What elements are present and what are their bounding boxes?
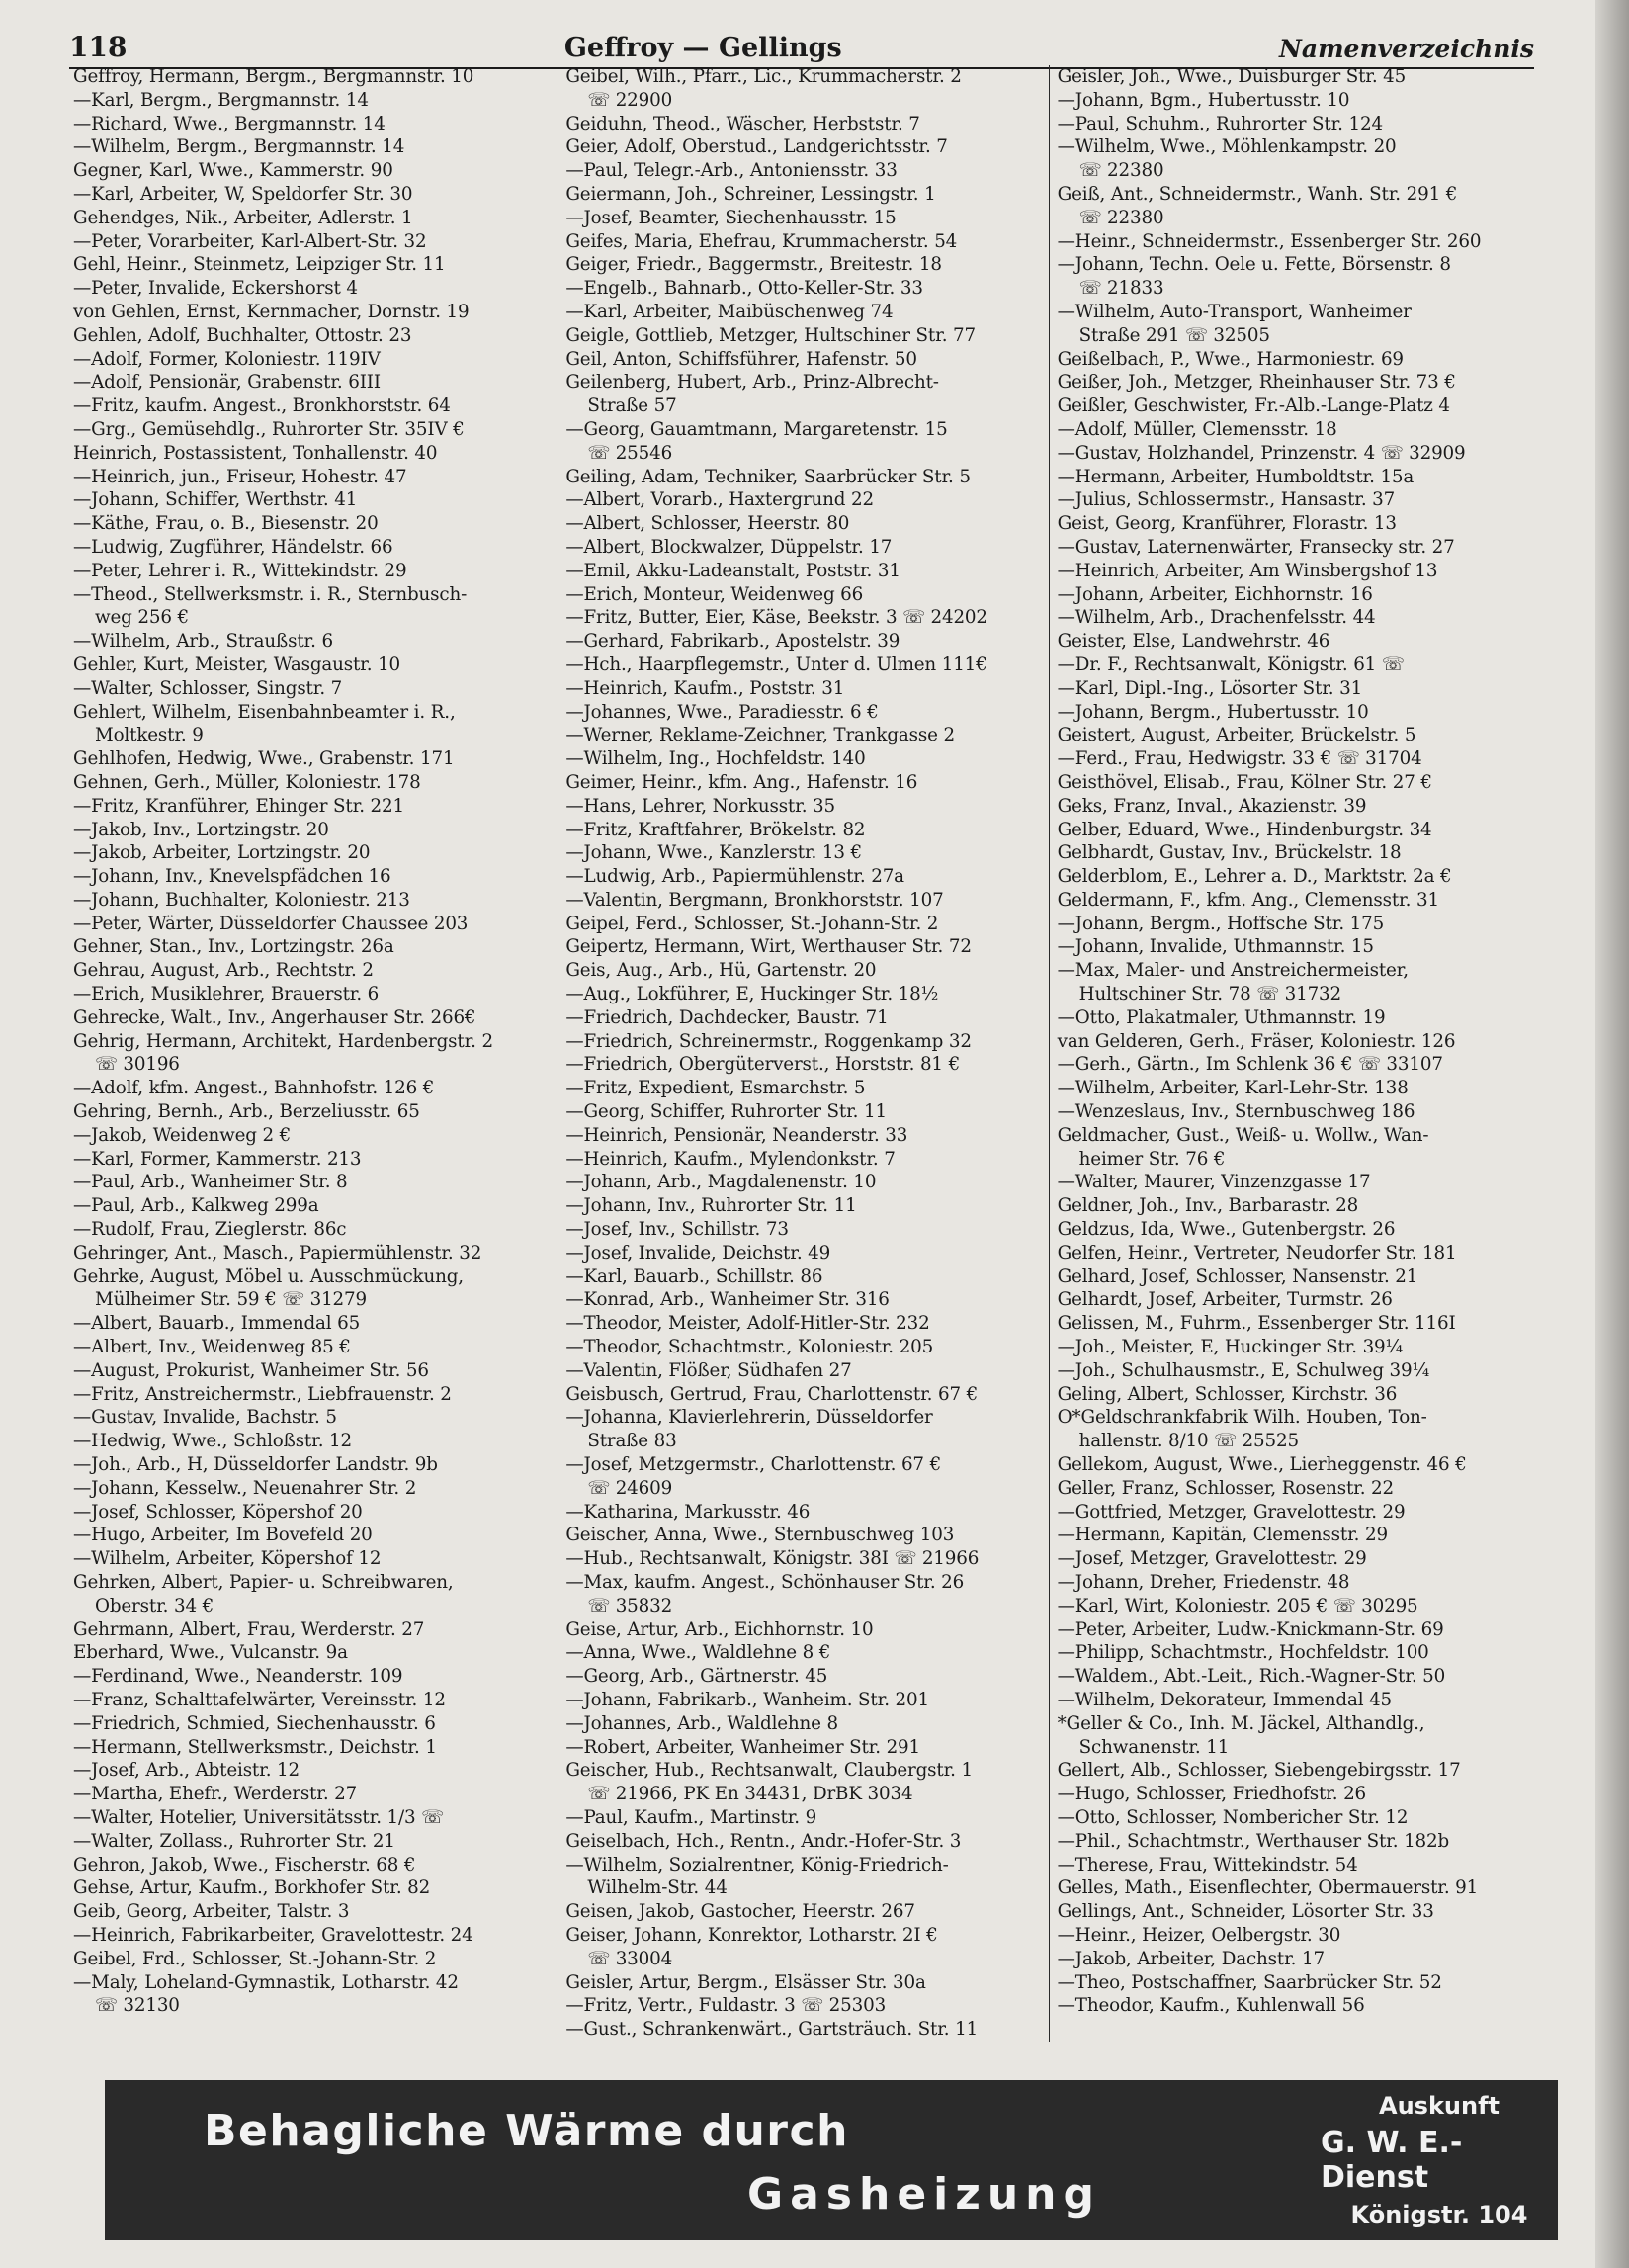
directory-entry: —Johann, Bergm., Hoffsche Str. 175 [1057,913,1385,934]
directory-entry: —Albert, Schlosser, Heerstr. 80 [565,513,850,535]
directory-entry: —Heinrich, Kaufm., Mylendonkstr. 7 [565,1148,896,1170]
directory-entry: Geling, Albert, Schlosser, Kirchstr. 36 [1057,1383,1398,1405]
directory-entry: —Wilhelm, Sozialrentner, König-Friedrich- [565,1854,949,1875]
directory-entry: Oberstr. 34 € [95,1595,214,1616]
directory-entry: —Josef, Schlosser, Köpershof 20 [73,1501,363,1523]
directory-entry: —Ludwig, Zugführer, Händelstr. 66 [73,536,393,558]
directory-entry: —Konrad, Arb., Wanheimer Str. 316 [565,1289,890,1311]
directory-entry: O*Geldschrankfabrik Wilh. Houben, Ton- [1057,1407,1427,1429]
directory-entry: Gegner, Karl, Wwe., Kammerstr. 90 [73,160,393,182]
directory-entry: —Joh., Meister, E, Huckinger Str. 39¼ [1057,1337,1404,1358]
directory-entry: —Hermann, Stellwerksmstr., Deichstr. 1 [73,1736,437,1758]
directory-entry: Straße 291 ☏ 32505 [1078,324,1270,346]
directory-entry: —August, Prokurist, Wanheimer Str. 56 [73,1359,429,1381]
directory-entry: —Karl, Arbeiter, Maibüschenweg 74 [565,301,894,322]
directory-entry: —Johanna, Klavierlehrerin, Düsseldorfer [565,1407,933,1429]
directory-entry: —Otto, Schlosser, Nombericher Str. 12 [1057,1806,1409,1828]
directory-entry: —Friedrich, Schreinermstr., Roggenkamp 32 [565,1030,972,1052]
directory-entry: —Katharina, Markusstr. 46 [565,1501,811,1523]
directory-entry: —Johann, Bergm., Hubertusstr. 10 [1057,701,1369,723]
directory-entry: —Peter, Arbeiter, Ludw.-Knickmann-Str. 69 [1057,1618,1444,1640]
directory-entry: Gelhardt, Josef, Arbeiter, Turmstr. 26 [1057,1289,1393,1311]
directory-entry: van Gelderen, Gerh., Fräser, Koloniestr. 126 [1057,1030,1456,1052]
directory-entry: Geis, Aug., Arb., Hü, Gartenstr. 20 [565,960,877,982]
directory-entry: —Julius, Schlossermstr., Hansastr. 37 [1057,489,1396,511]
directory-entry: —Richard, Wwe., Bergmannstr. 14 [73,113,386,134]
ad-service-name: G. W. E.-Dienst [1321,2126,1463,2195]
directory-entry: Geiduhn, Theod., Wäscher, Herbststr. 7 [565,113,920,134]
directory-entry: Geiling, Adam, Techniker, Saarbrücker Str. 5 [565,466,971,487]
directory-entry: Geisler, Artur, Bergm., Elsässer Str. 30a [565,1971,926,1993]
directory-entry: —Georg, Gauamtmann, Margaretenstr. 15 [565,418,948,440]
directory-entry: Geischer, Hub., Rechtsanwalt, Claubergstr. 1 [565,1760,973,1782]
directory-entry: —Paul, Arb., Wanheimer Str. 8 [73,1172,348,1193]
name-range: Geffroy — Gellings [563,33,842,63]
directory-entry: Gelissen, M., Fuhrm., Essenberger Str. 116I [1057,1313,1456,1335]
directory-entry: —Heinrich, Kaufm., Poststr. 31 [565,677,845,699]
directory-entry: von Gehlen, Ernst, Kernmacher, Dornstr. 19 [73,301,470,322]
directory-entry: Gelhard, Josef, Schlosser, Nansenstr. 21 [1057,1265,1418,1287]
directory-entry: Geibel, Frd., Schlosser, St.-Johann-Str. 2 [73,1948,437,1969]
page-header [69,20,1534,69]
directory-entry: —Peter, Wärter, Düsseldorfer Chaussee 203 [73,913,469,934]
directory-entry: —Otto, Plakatmaler, Uthmannstr. 19 [1057,1006,1386,1028]
directory-entry: ☏ 33004 [587,1948,673,1969]
directory-entry: —Martha, Ehefr., Werderstr. 27 [73,1784,358,1805]
directory-entry: —Johann, Bgm., Hubertusstr. 10 [1057,89,1350,111]
directory-entry: —Ferd., Frau, Hedwigstr. 33 € ☏ 31704 [1057,748,1422,770]
directory-entry: Gehrmann, Albert, Frau, Werderstr. 27 [73,1618,425,1640]
directory-entry: —Walter, Hotelier, Universitätsstr. 1/3 ☏ [73,1806,444,1828]
directory-entry: Gehring, Bernh., Arb., Berzeliusstr. 65 [73,1101,420,1123]
directory-entry: Geldner, Joh., Inv., Barbarastr. 28 [1057,1195,1359,1217]
directory-entry: —Hans, Lehrer, Norkusstr. 35 [565,795,835,817]
directory-entry: —Hermann, Kapitän, Clemensstr. 29 [1057,1525,1388,1546]
directory-entry: —Friedrich, Schmied, Siechenhausstr. 6 [73,1712,436,1734]
directory-entry: weg 256 € [95,607,189,629]
directory-entry: —Heinrich, Fabrikarbeiter, Gravelottestr. 24 [73,1924,473,1946]
directory-entry: —Johannes, Arb., Waldlehne 8 [565,1712,838,1734]
directory-entry: —Valentin, Flößer, Südhafen 27 [565,1359,852,1381]
directory-entry: —Dr. F., Rechtsanwalt, Königstr. 61 ☏ [1057,654,1405,675]
directory-entry: —Georg, Schiffer, Ruhrorter Str. 11 [565,1101,887,1123]
directory-entry: Geißelbach, P., Wwe., Harmoniestr. 69 [1057,348,1404,370]
directory-entry: —Heinr., Schneidermstr., Essenberger Str. 260 [1057,230,1482,252]
directory-entry: —Emil, Akku-Ladeanstalt, Poststr. 31 [565,560,900,581]
directory-entry: heimer Str. 76 € [1078,1148,1226,1170]
directory-entry: Geisler, Joh., Wwe., Duisburger Str. 45 [1057,66,1407,87]
directory-entry: Gellekom, August, Wwe., Lierheggenstr. 46 € [1057,1454,1467,1476]
directory-entry: —Friedrich, Obergüterverst., Horststr. 81 € [565,1054,961,1076]
directory-entry: —Franz, Schalttafelwärter, Vereinsstr. 12 [73,1689,446,1710]
directory-entry: —Anna, Wwe., Waldlehne 8 € [565,1642,831,1664]
directory-entry: Gehlhofen, Hedwig, Wwe., Grabenstr. 171 [73,748,455,770]
directory-entry: Geks, Franz, Inval., Akazienstr. 39 [1057,795,1367,817]
directory-entry: —Albert, Blockwalzer, Düppelstr. 17 [565,536,893,558]
directory-entry: —Hedwig, Wwe., Schloßstr. 12 [73,1431,352,1452]
directory-entry: —Josef, Metzger, Gravelottestr. 29 [1057,1548,1367,1570]
directory-entry: —Adolf, Pensionär, Grabenstr. 6III [73,372,381,393]
directory-entry: —Johann, Kesselw., Neuenahrer Str. 2 [73,1477,417,1499]
directory-entry: —Heinr., Heizer, Oelbergstr. 30 [1057,1924,1341,1946]
directory-entry: —Wilhelm, Arb., Drachenfelsstr. 44 [1057,607,1376,629]
ad-contact [1321,2080,1558,2240]
directory-entry: Gehrke, August, Möbel u. Ausschmückung, [73,1265,464,1287]
directory-entry: —Grg., Gemüsehdlg., Ruhrorter Str. 35IV € [73,418,465,440]
directory-entry: —Erich, Musiklehrer, Brauerstr. 6 [73,984,380,1005]
directory-entry: —Gustav, Invalide, Bachstr. 5 [73,1407,337,1429]
directory-entry: Gehl, Heinr., Steinmetz, Leipziger Str. 11 [73,254,446,276]
directory-entry: —Walter, Zollass., Ruhrorter Str. 21 [73,1830,395,1852]
directory-entry: —Aug., Lokführer, E, Huckinger Str. 18½ [565,984,939,1005]
directory-entry: —Heinrich, Arbeiter, Am Winsbergshof 13 [1057,560,1438,581]
directory-entry: —Paul, Schuhm., Ruhrorter Str. 124 [1057,113,1383,134]
directory-entry: —Johann, Wwe., Kanzlerstr. 13 € [565,842,862,864]
directory-entry: Geißer, Joh., Metzger, Rheinhauser Str. 73 € [1057,372,1456,393]
directory-entry: —Fritz, Expedient, Esmarchstr. 5 [565,1078,866,1099]
directory-entry: Geißler, Geschwister, Fr.-Alb.-Lange-Platz 4 [1057,395,1450,417]
directory-entry: —Hugo, Arbeiter, Im Bovefeld 20 [73,1525,373,1546]
directory-entry: —Maly, Loheland-Gymnastik, Lotharstr. 42 [73,1971,459,1993]
directory-entry: —Adolf, kfm. Angest., Bahnhofstr. 126 € [73,1078,435,1099]
directory-entry: *Geller & Co., Inh. M. Jäckel, Althandlg., [1057,1712,1425,1734]
directory-entry: Geilenberg, Hubert, Arb., Prinz-Albrecht- [565,372,939,393]
directory-entry: Gelles, Math., Eisenflechter, Obermauerstr. 91 [1057,1877,1479,1899]
directory-entry: Geiß, Ant., Schneidermstr., Wanh. Str. 291 € [1057,183,1458,205]
directory-entry: Geiser, Johann, Konrektor, Lotharstr. 2I € [565,1924,938,1946]
column-3 [1049,65,1540,2042]
directory-entry: Gehlert, Wilhelm, Eisenbahnbeamter i. R., [73,701,456,723]
directory-entry: —Engelb., Bahnarb., Otto-Keller-Str. 33 [565,278,923,300]
directory-entry: —Theod., Stellwerksmstr. i. R., Sternbusch- [73,583,468,605]
directory-entry: —Fritz, Kraftfahrer, Brökelstr. 82 [565,819,866,840]
directory-entry: —Karl, Bergm., Bergmannstr. 14 [73,89,369,111]
directory-entry: —Gustav, Laternenwärter, Fransecky str. 27 [1057,536,1455,558]
directory-entry: —Peter, Lehrer i. R., Wittekindstr. 29 [73,560,407,581]
directory-entry: —Hch., Haarpflegemstr., Unter d. Ulmen 111€ [565,654,987,675]
directory-entry: Gellings, Ant., Schneider, Lösorter Str. 33 [1057,1901,1434,1923]
ad-slogan-line2: Gasheizung [747,2169,1101,2220]
directory-entry: —Karl, Former, Kammerstr. 213 [73,1148,362,1170]
directory-entry: —Walter, Maurer, Vinzenzgasse 17 [1057,1172,1371,1193]
directory-entry: —Johannes, Wwe., Paradiesstr. 6 € [565,701,879,723]
directory-entry: Geist, Georg, Kranführer, Florastr. 13 [1057,513,1397,535]
directory-entry: Gehringer, Ant., Masch., Papiermühlenstr. 32 [73,1242,482,1264]
directory-entry: —Fritz, Vertr., Fuldastr. 3 ☏ 25303 [565,1995,887,2017]
ad-slogan-line1: Behagliche Wärme durch [204,2106,849,2156]
directory-entry: ☏ 21966, PK En 34431, DrBK 3034 [587,1784,913,1805]
directory-entry: Heinrich, Postassistent, Tonhallenstr. 40 [73,442,438,464]
directory-entry: —Josef, Arb., Abteistr. 12 [73,1760,300,1782]
directory-entry: —Theodor, Schachtmstr., Koloniestr. 205 [565,1337,934,1358]
directory-entry: —Wilhelm, Arb., Straußstr. 6 [73,631,333,653]
directory-entry: —Wilhelm, Dekorateur, Immendal 45 [1057,1689,1393,1710]
directory-entry: Gelber, Eduard, Wwe., Hindenburgstr. 34 [1057,819,1432,840]
directory-entry: Gehnen, Gerh., Müller, Koloniestr. 178 [73,771,421,793]
directory-entry: Geiermann, Joh., Schreiner, Lessingstr. 1 [565,183,936,205]
directory-entry: Gelfen, Heinr., Vertreter, Neudorfer Str. 181 [1057,1242,1457,1264]
ad-info-label: Auskunft [1379,2092,1500,2120]
directory-entry: Geib, Georg, Arbeiter, Talstr. 3 [73,1901,350,1923]
directory-entry: —Philipp, Schachtmstr., Hochfeldstr. 100 [1057,1642,1429,1664]
directory-entry: Schwanenstr. 11 [1078,1736,1230,1758]
directory-entry: ☏ 35832 [587,1595,673,1616]
directory-entry: —Johann, Inv., Ruhrorter Str. 11 [565,1195,857,1217]
directory-entry: Gehrecke, Walt., Inv., Angerhauser Str. 266€ [73,1006,476,1028]
directory-entry: —Fritz, Kranführer, Ehinger Str. 221 [73,795,404,817]
directory-entry: —Karl, Bauarb., Schillstr. 86 [565,1265,823,1287]
directory-entry: Geischer, Anna, Wwe., Sternbuschweg 103 [565,1525,955,1546]
directory-entry: —Josef, Invalide, Deichstr. 49 [565,1242,831,1264]
directory-entry: Geise, Artur, Arb., Eichhornstr. 10 [565,1618,874,1640]
directory-entry: Wilhelm-Str. 44 [587,1877,728,1899]
directory-entry: —Theodor, Kaufm., Kuhlenwall 56 [1057,1995,1365,2017]
directory-entry: —Theo, Postschaffner, Saarbrücker Str. 52 [1057,1971,1442,1993]
directory-entry: —Jakob, Arbeiter, Lortzingstr. 20 [73,842,371,864]
directory-entry: —Fritz, Anstreichermstr., Liebfrauenstr. 2 [73,1383,452,1405]
directory-entry: —Adolf, Former, Koloniestr. 119IV [73,348,381,370]
directory-entry: Gelderblom, E., Lehrer a. D., Marktstr. 2a € [1057,866,1452,888]
directory-entry: —Johann, Buchhalter, Koloniestr. 213 [73,889,410,911]
directory-entry: Gehlen, Adolf, Buchhalter, Ottostr. 23 [73,324,412,346]
directory-entry: —Johann, Arbeiter, Eichhornstr. 16 [1057,583,1373,605]
directory-entry: —Johann, Invalide, Uthmannstr. 15 [1057,936,1374,958]
directory-entry: Geil, Anton, Schiffsführer, Hafenstr. 50 [565,348,917,370]
directory-entry: —Ferdinand, Wwe., Neanderstr. 109 [73,1666,403,1688]
directory-entry: Straße 57 [587,395,677,417]
directory-entry: —Therese, Frau, Wittekindstr. 54 [1057,1854,1358,1875]
directory-entry: —Wilhelm, Bergm., Bergmannstr. 14 [73,136,405,158]
directory-entry: —Karl, Arbeiter, W, Speldorfer Str. 30 [73,183,413,205]
directory-entry: —Hermann, Arbeiter, Humboldtstr. 15a [1057,466,1415,487]
directory-entry: —Paul, Arb., Kalkweg 299a [73,1195,319,1217]
directory-entry: —Paul, Kaufm., Martinstr. 9 [565,1806,817,1828]
directory-entry: Geldzus, Ida, Wwe., Gutenbergstr. 26 [1057,1219,1396,1241]
directory-entry: —Albert, Inv., Weidenweg 85 € [73,1337,351,1358]
directory-entry: —Hugo, Schlosser, Friedhofstr. 26 [1057,1784,1367,1805]
directory-entry: —Max, Maler- und Anstreichermeister, [1057,960,1409,982]
directory-entry: Geiselbach, Hch., Rentn., Andr.-Hofer-Str. 3 [565,1830,962,1852]
gas-heating-advertisement [105,2080,1558,2240]
directory-entry: Gehendges, Nik., Arbeiter, Adlerstr. 1 [73,207,413,228]
directory-entry: —Hub., Rechtsanwalt, Königstr. 38I ☏ 21966 [565,1548,980,1570]
directory-entry: Gehler, Kurt, Meister, Wasgaustr. 10 [73,654,401,675]
directory-entry: —Erich, Monteur, Weidenweg 66 [565,583,864,605]
directory-entry: Eberhard, Wwe., Vulcanstr. 9a [73,1642,348,1664]
directory-entry: —Johann, Schiffer, Werthstr. 41 [73,489,358,511]
directory-entry: —Joh., Arb., H, Düsseldorfer Landstr. 9b [73,1454,438,1476]
directory-entry: —Josef, Metzgermstr., Charlottenstr. 67 € [565,1454,942,1476]
ad-slogan [105,2080,1321,2240]
directory-entry: —Gustav, Holzhandel, Prinzenstr. 4 ☏ 32909 [1057,442,1466,464]
directory-entry: hallenstr. 8/10 ☏ 25525 [1078,1431,1299,1452]
directory-entry: Geisthövel, Elisab., Frau, Kölner Str. 27 € [1057,771,1432,793]
directory-entry: —Phil., Schachtmstr., Werthauser Str. 182b [1057,1830,1450,1852]
directory-entry: —Josef, Beamter, Siechenhausstr. 15 [565,207,897,228]
directory-entry: Geimer, Heinr., kfm. Ang., Hafenstr. 16 [565,771,918,793]
directory-entry: ☏ 22380 [1078,207,1164,228]
directory-entry: Geisen, Jakob, Gastocher, Heerstr. 267 [565,1901,915,1923]
directory-entry: Geipel, Ferd., Schlosser, St.-Johann-Str. 2 [565,913,939,934]
directory-entry: —Jakob, Arbeiter, Dachstr. 17 [1057,1948,1325,1969]
directory-entry: Gehrig, Hermann, Architekt, Hardenbergstr. 2 [73,1030,493,1052]
directory-entry: Gehner, Stan., Inv., Lortzingstr. 26a [73,936,394,958]
directory-entry: Geifes, Maria, Ehefrau, Krummacherstr. 54 [565,230,958,252]
directory-entry: —Peter, Vorarbeiter, Karl-Albert-Str. 32 [73,230,427,252]
column-1 [65,65,557,2042]
directory-entry: —Adolf, Müller, Clemensstr. 18 [1057,418,1337,440]
directory-entry: ☏ 32130 [95,1995,180,2017]
directory-entry: Geier, Adolf, Oberstud., Landgerichtsstr. 7 [565,136,948,158]
directory-entry: Gehron, Jakob, Wwe., Fischerstr. 68 € [73,1854,416,1875]
directory-entry: —Rudolf, Frau, Zieglerstr. 86c [73,1219,347,1241]
directory-entry: —Albert, Bauarb., Immendal 65 [73,1313,361,1335]
directory-entry: —Wenzeslaus, Inv., Sternbuschweg 186 [1057,1101,1415,1123]
directory-entry: —Johann, Inv., Knevelspfädchen 16 [73,866,391,888]
directory-entry: ☏ 25546 [587,442,673,464]
directory-entry: —Gerhard, Fabrikarb., Apostelstr. 39 [565,631,900,653]
directory-columns [65,65,1540,2041]
directory-entry: ☏ 24609 [587,1477,673,1499]
directory-entry: —Peter, Invalide, Eckershorst 4 [73,278,358,300]
directory-entry: Geister, Else, Landwehrstr. 46 [1057,631,1330,653]
directory-entry: —Albert, Vorarb., Haxtergrund 22 [565,489,874,511]
directory-entry: Geldmacher, Gust., Weiß- u. Wollw., Wan- [1057,1124,1429,1146]
directory-entry: —Johann, Fabrikarb., Wanheim. Str. 201 [565,1689,929,1710]
directory-entry: —Jakob, Inv., Lortzingstr. 20 [73,819,329,840]
directory-entry: ☏ 22380 [1078,160,1164,182]
directory-entry: Hultschiner Str. 78 ☏ 31732 [1078,984,1342,1005]
directory-entry: Geistert, August, Arbeiter, Brückelstr. 5 [1057,725,1416,746]
directory-entry: Geiger, Friedr., Baggermstr., Breitestr. 18 [565,254,942,276]
directory-entry: —Heinrich, jun., Friseur, Hohestr. 47 [73,466,407,487]
column-2 [557,65,1048,2042]
directory-entry: —Ludwig, Arb., Papiermühlenstr. 27a [565,866,904,888]
directory-entry: —Gerh., Gärtn., Im Schlenk 36 € ☏ 33107 [1057,1054,1443,1076]
directory-entry: —Josef, Inv., Schillstr. 73 [565,1219,789,1241]
directory-entry: —Wilhelm, Ing., Hochfeldstr. 140 [565,748,866,770]
directory-entry: —Heinrich, Pensionär, Neanderstr. 33 [565,1124,908,1146]
directory-entry: ☏ 30196 [95,1054,180,1076]
directory-entry: ☏ 22900 [587,89,673,111]
directory-entry: —Wilhelm, Auto-Transport, Wanheimer [1057,301,1412,322]
directory-entry: —Gust., Schrankenwärt., Gartsträuch. Str. 11 [565,2019,979,2041]
directory-entry: —Wilhelm, Arbeiter, Köpershof 12 [73,1548,382,1570]
directory-entry: Geffroy, Hermann, Bergm., Bergmannstr. 10 [73,66,474,87]
directory-entry: —Werner, Reklame-Zeichner, Trankgasse 2 [565,725,955,746]
directory-entry: —Wilhelm, Wwe., Möhlenkampstr. 20 [1057,136,1397,158]
directory-entry: —Jakob, Weidenweg 2 € [73,1124,292,1146]
directory-entry: Gellert, Alb., Schlosser, Siebengebirgsstr. 17 [1057,1760,1461,1782]
directory-entry: —Joh., Schulhausmstr., E, Schulweg 39¼ [1057,1359,1430,1381]
directory-entry: Mülheimer Str. 59 € ☏ 31279 [95,1289,367,1311]
directory-entry: —Karl, Dipl.-Ing., Lösorter Str. 31 [1057,677,1363,699]
directory-entry: Geibel, Wilh., Pfarr., Lic., Krummacherstr. 2 [565,66,962,87]
ad-address: Königstr. 104 [1350,2201,1528,2228]
directory-entry: —Robert, Arbeiter, Wanheimer Str. 291 [565,1736,921,1758]
directory-entry: ☏ 21833 [1078,278,1164,300]
directory-entry: —Johann, Dreher, Friedenstr. 48 [1057,1572,1350,1593]
section-title: Namenverzeichnis [1279,35,1534,63]
directory-entry: —Max, kaufm. Angest., Schönhauser Str. 26 [565,1572,965,1593]
directory-entry: —Walter, Schlosser, Singstr. 7 [73,677,343,699]
directory-entry: —Theodor, Meister, Adolf-Hitler-Str. 232 [565,1313,930,1335]
directory-entry: Geller, Franz, Schlosser, Rosenstr. 22 [1057,1477,1395,1499]
directory-entry: —Valentin, Bergmann, Bronkhorststr. 107 [565,889,944,911]
directory-entry: —Johann, Arb., Magdalenenstr. 10 [565,1172,877,1193]
directory-entry: —Käthe, Frau, o. B., Biesenstr. 20 [73,513,379,535]
directory-entry: Gehrken, Albert, Papier- u. Schreibwaren, [73,1572,454,1593]
directory-entry: Moltkestr. 9 [95,725,204,746]
directory-entry: —Waldem., Abt.-Leit., Rich.-Wagner-Str. 50 [1057,1666,1446,1688]
directory-entry: —Gottfried, Metzger, Gravelottestr. 29 [1057,1501,1406,1523]
directory-entry: Gelbhardt, Gustav, Inv., Brückelstr. 18 [1057,842,1402,864]
directory-entry: —Paul, Telegr.-Arb., Antoniensstr. 33 [565,160,898,182]
directory-entry: —Johann, Techn. Oele u. Fette, Börsenstr. 8 [1057,254,1451,276]
directory-entry: Geisbusch, Gertrud, Frau, Charlottenstr. 67 € [565,1383,979,1405]
directory-entry: —Wilhelm, Arbeiter, Karl-Lehr-Str. 138 [1057,1078,1409,1099]
directory-entry: Geigle, Gottlieb, Metzger, Hultschiner Str. 77 [565,324,976,346]
directory-entry: Geldermann, F., kfm. Ang., Clemensstr. 31 [1057,889,1439,911]
page-edge-shadow [1595,0,1629,2268]
directory-entry: Straße 83 [587,1431,677,1452]
directory-entry: Gehse, Artur, Kaufm., Borkhofer Str. 82 [73,1877,431,1899]
directory-entry: Geipertz, Hermann, Wirt, Werthauser Str. 72 [565,936,972,958]
directory-entry: Gehrau, August, Arb., Rechtstr. 2 [73,960,374,982]
directory-entry: —Friedrich, Dachdecker, Baustr. 71 [565,1006,889,1028]
directory-entry: —Karl, Wirt, Koloniestr. 205 € ☏ 30295 [1057,1595,1418,1616]
directory-entry: —Fritz, Butter, Eier, Käse, Beekstr. 3 ☏ 24202 [565,607,987,629]
directory-entry: —Georg, Arb., Gärtnerstr. 45 [565,1666,828,1688]
directory-entry: —Fritz, kaufm. Angest., Bronkhorststr. 64 [73,395,451,417]
page-number: 118 [69,31,128,63]
